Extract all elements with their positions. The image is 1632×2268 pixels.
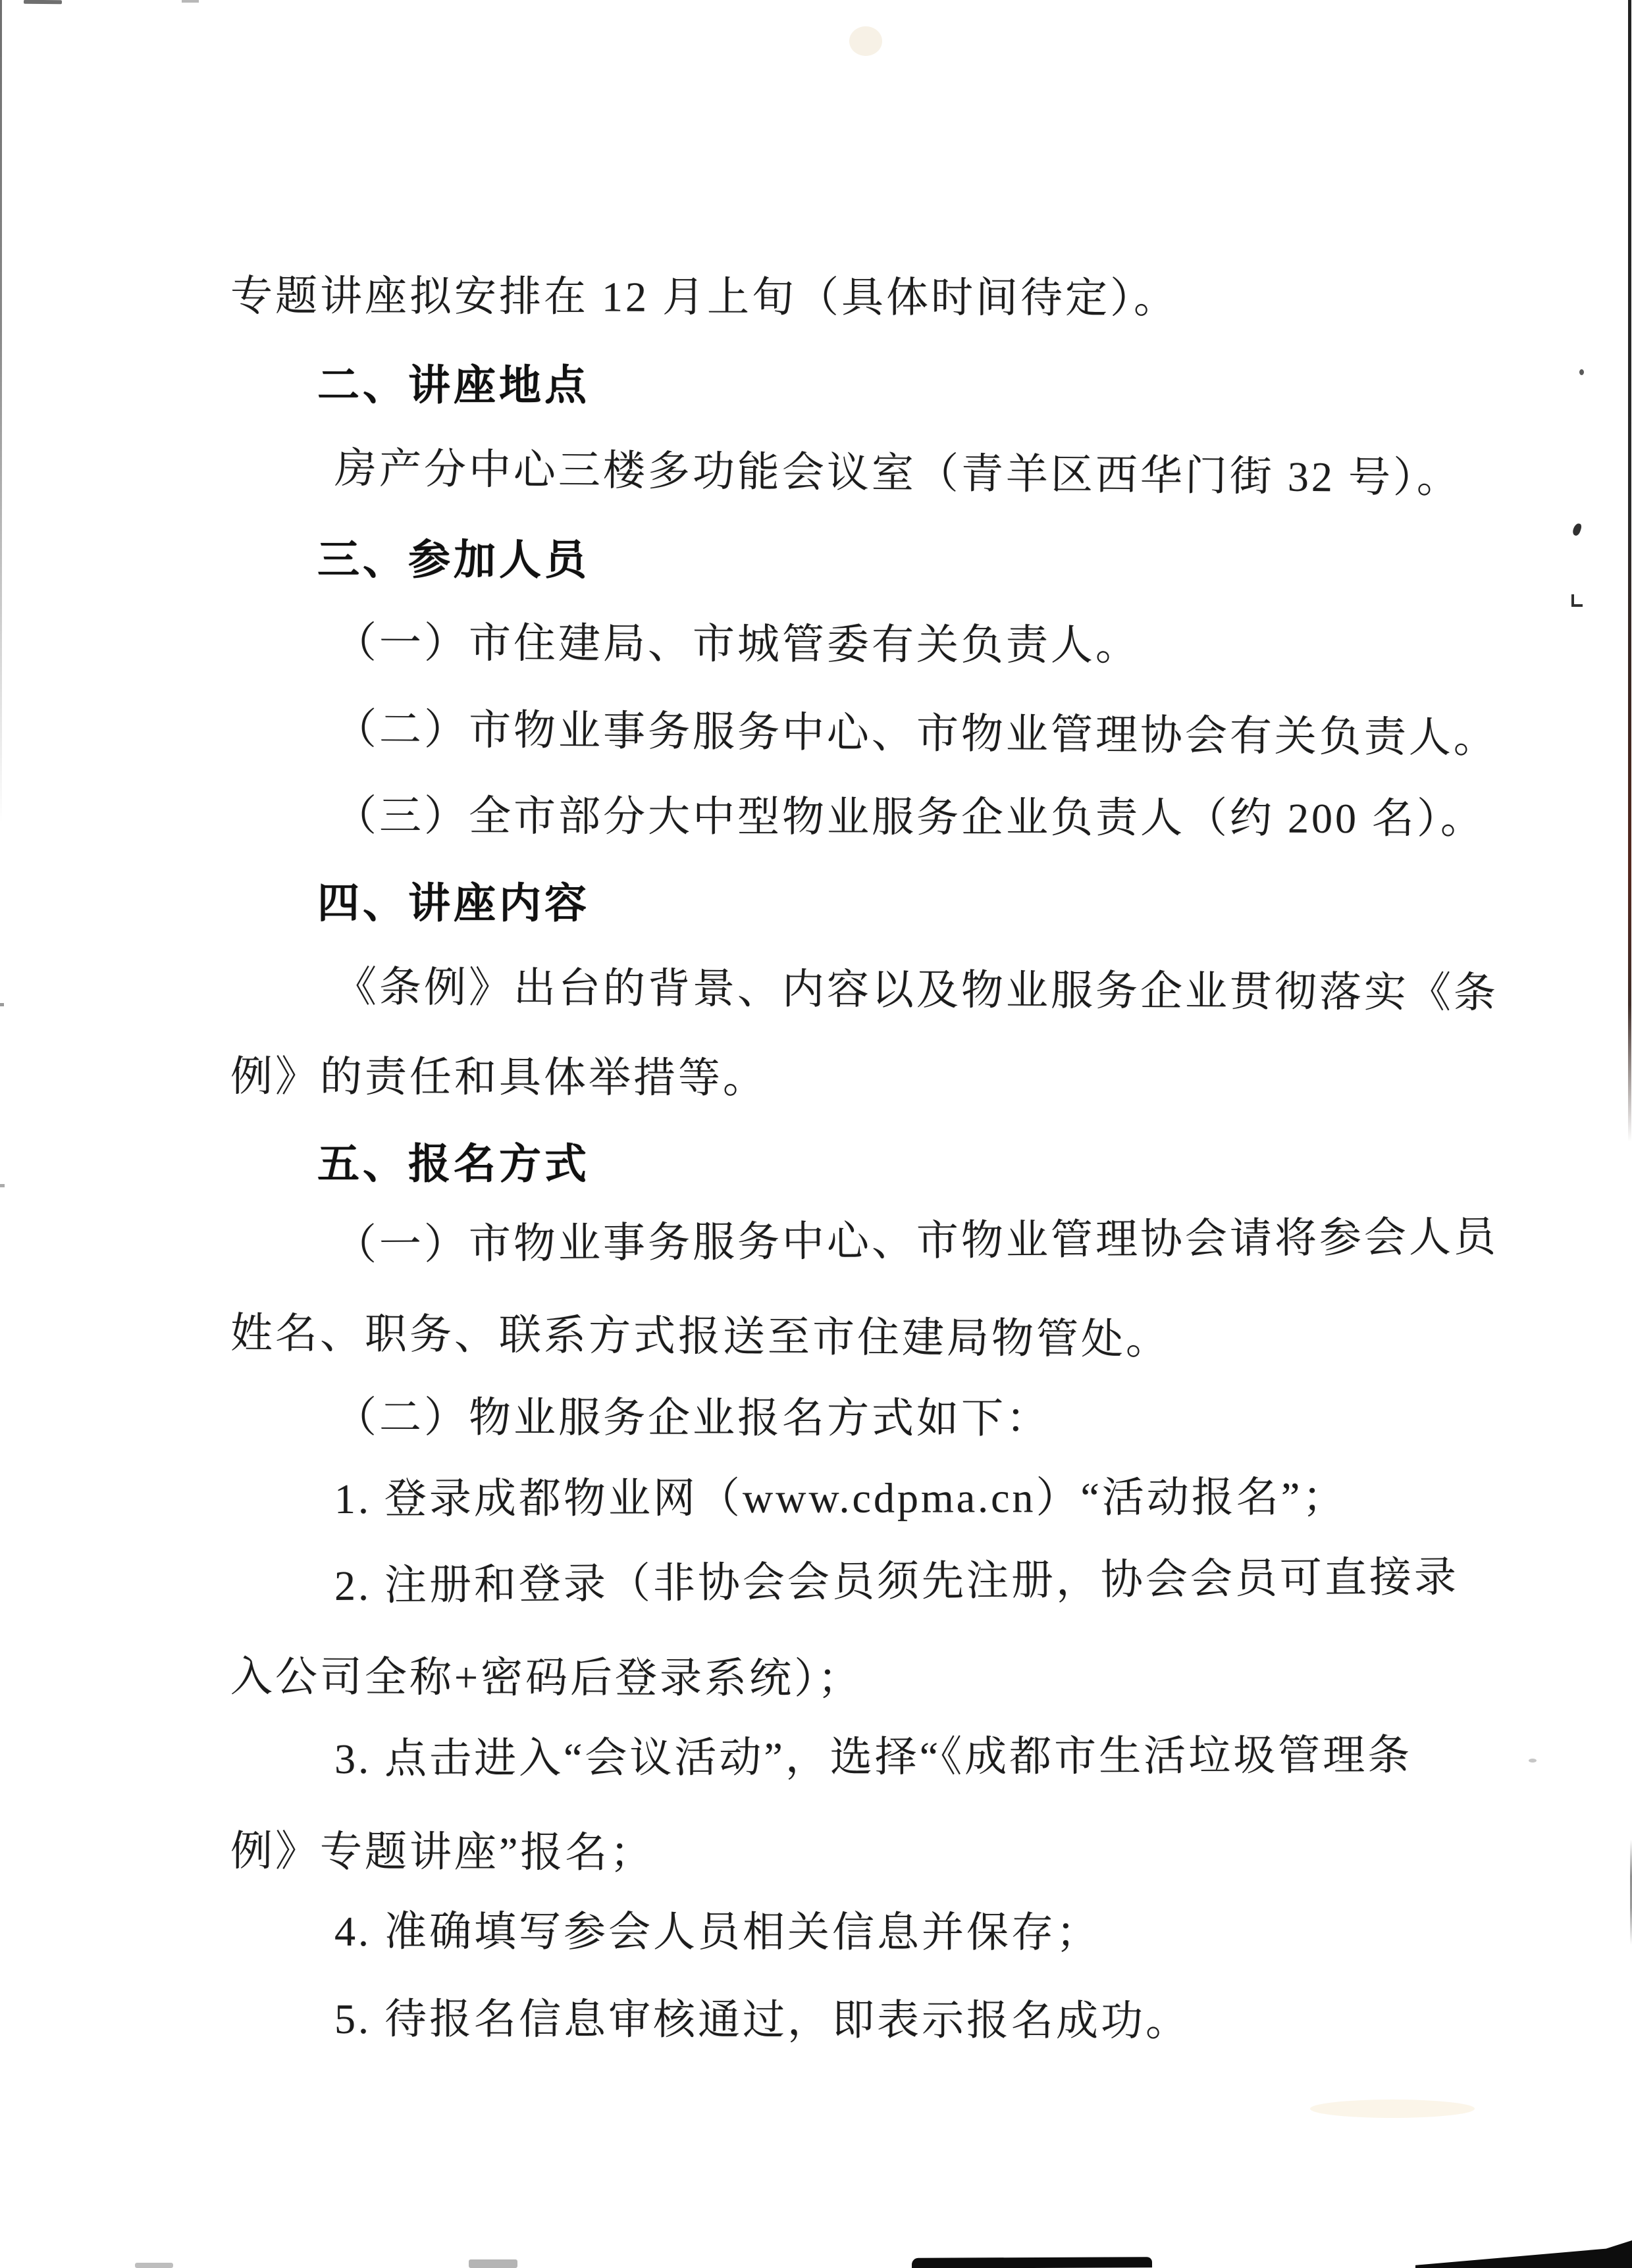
body-text-line: （二）物业服务企业报名方式如下：	[334, 1394, 1051, 1442]
scan-speck	[0, 1184, 5, 1187]
scan-bottom-smudge	[469, 2259, 517, 2268]
scan-right-edge-line	[1628, 0, 1631, 1142]
body-text-line: 专题讲座拟安排在 12 月上旬（具体时间待定）。	[230, 272, 1179, 322]
scan-bottom-edge-band	[912, 2257, 1152, 2268]
scan-smudge	[849, 26, 882, 56]
body-text-line: 5. 待报名信息审核通过，即表示报名成功。	[334, 1996, 1191, 2045]
section-heading: 四、讲座内容	[317, 879, 591, 927]
body-text-line: （一）市住建局、市城管委有关负责人。	[334, 619, 1141, 669]
scan-top-edge-mark	[24, 0, 62, 4]
section-heading: 二、讲座地点	[317, 361, 591, 409]
body-text-line: （三）全市部分大中型物业服务企业负责人（约 200 名）。	[334, 792, 1486, 842]
scan-speck	[0, 1003, 4, 1006]
body-text-line: 3. 点击进入“会议活动”，选择“《成都市生活垃圾管理条	[334, 1732, 1413, 1782]
scan-top-edge-mark	[182, 0, 199, 3]
body-text-line: 入公司全称+密码后登录系统）；	[230, 1653, 863, 1703]
body-text-line: 1. 登录成都物业网（www.cdpma.cn）“活动报名”；	[334, 1474, 1348, 1522]
scan-speck	[1571, 594, 1583, 607]
body-text-line: （一）市物业事务服务中心、市物业管理协会请将参会人员	[334, 1213, 1499, 1268]
body-text-line: 例》专题讲座”报名；	[230, 1828, 655, 1876]
section-heading: 五、报名方式	[317, 1140, 591, 1188]
scan-bottom-smudge	[135, 2263, 173, 2268]
body-text-line: 2. 注册和登录（非协会会员须先注册，协会会员可直接录	[334, 1553, 1460, 1609]
body-text-line: 房产分中心三楼多功能会议室（青羊区西华门街 32 号）。	[334, 445, 1462, 502]
scan-smudge	[1310, 2100, 1475, 2118]
body-text-line: 《条例》出台的背景、内容以及物业服务企业贯彻落实《条	[334, 964, 1499, 1017]
body-text-line: 例》的责任和具体举措等。	[230, 1053, 768, 1102]
scan-left-edge-line	[0, 0, 2, 823]
scan-bottom-edge-band	[1415, 2240, 1632, 2268]
scan-speck	[1529, 1759, 1537, 1763]
body-text-line: 4. 准确填写参会人员相关信息并保存；	[334, 1908, 1101, 1957]
section-heading: 三、参加人员	[317, 536, 591, 584]
scan-speck	[1571, 523, 1582, 536]
scan-speck	[1579, 369, 1584, 375]
body-text-line: （二）市物业事务服务中心、市物业管理协会有关负责人。	[334, 706, 1499, 761]
body-text-line: 姓名、职务、联系方式报送至市住建局物管处。	[230, 1310, 1171, 1363]
